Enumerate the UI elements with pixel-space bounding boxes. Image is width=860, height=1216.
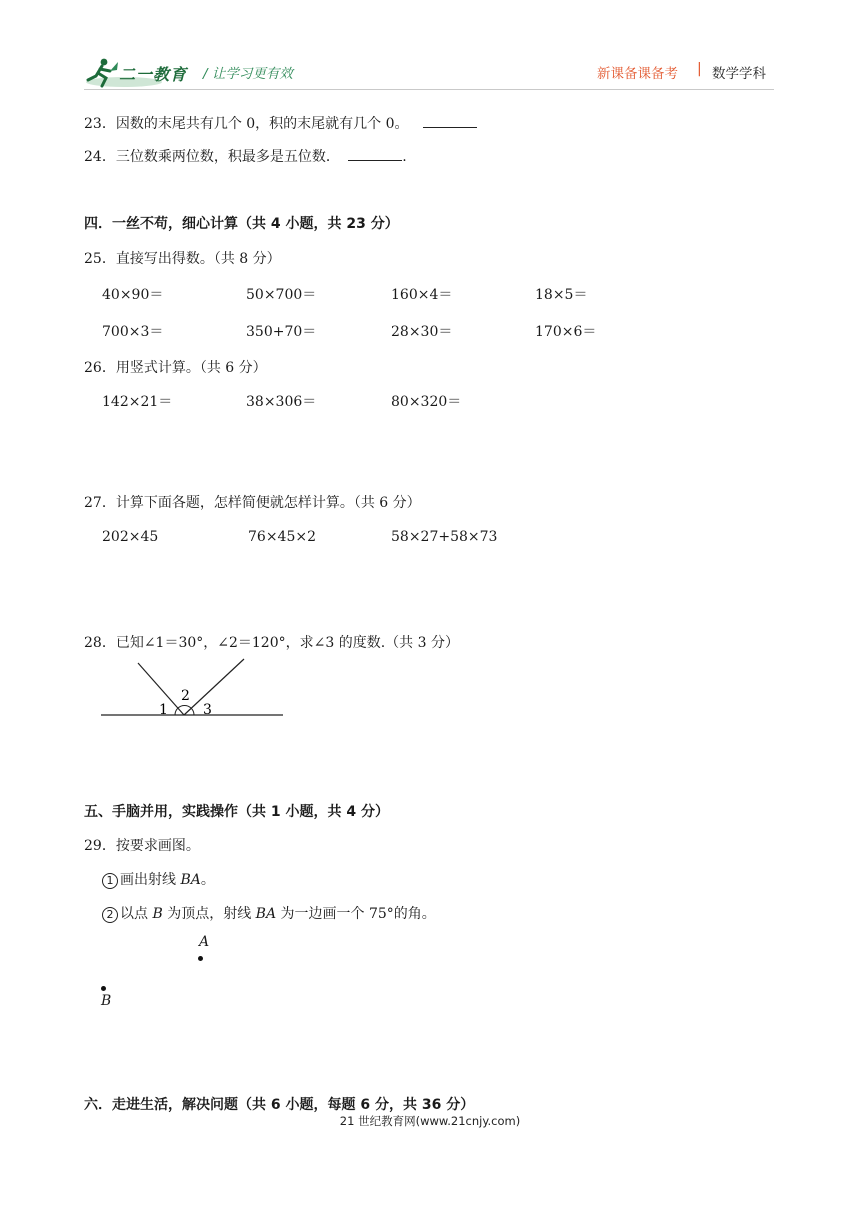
calc-item: 50×700＝ <box>246 287 317 303</box>
question-24-text: 24．三位数乘两位数，积最多是五位数． <box>84 149 340 165</box>
calc-item: 28×30＝ <box>391 324 453 340</box>
point-b-dot[interactable] <box>101 986 106 991</box>
angle-arc <box>175 706 194 716</box>
step-2-text: 为一边画一个 75°的角。 <box>276 906 436 922</box>
point-b-label: B <box>101 993 112 1009</box>
step-1-number: 1 <box>102 873 118 889</box>
step-1-text: 画出射线 <box>120 872 181 888</box>
header-subject: 数学学科 <box>712 66 766 82</box>
calc-item: 160×4＝ <box>391 287 453 303</box>
angle-label-2: 2 <box>181 688 190 704</box>
header-slogan: / 让学习更有效 <box>203 66 293 82</box>
calc-item: 76×45×2 <box>248 529 316 545</box>
step-2-ray: BA <box>255 906 277 922</box>
step-1-ray: BA <box>180 872 201 888</box>
question-24-end: . <box>402 149 407 165</box>
point-a-label: A <box>199 934 210 950</box>
header-separator: | <box>697 61 702 77</box>
step-2-vertex: B <box>152 906 163 922</box>
section-5-title: 五、手脑并用，实践操作（共 1 小题，共 4 分） <box>84 804 389 820</box>
calc-item: 38×306＝ <box>246 394 317 410</box>
question-29-step-2 <box>102 903 436 923</box>
question-25-title: 25．直接写出得数。（共 8 分） <box>84 251 281 267</box>
calc-item: 18×5＝ <box>535 287 588 303</box>
answer-blank-23[interactable] <box>423 113 477 128</box>
question-24 <box>84 146 407 166</box>
angle-label-3: 3 <box>203 702 212 718</box>
header-divider <box>84 89 774 90</box>
logo-text: 二一教育 <box>119 65 188 84</box>
calc-item: 80×320＝ <box>391 394 462 410</box>
step-2-text: 为顶点，射线 <box>162 906 256 922</box>
question-23-text: 23．因数的末尾共有几个 0，积的末尾就有几个 0。 <box>84 116 409 132</box>
angle-label-1: 1 <box>159 702 168 718</box>
step-2-number: 2 <box>102 907 118 923</box>
ray-right <box>184 659 244 715</box>
header-tagline: 新课备课备考 <box>597 66 678 82</box>
step-1-end: 。 <box>200 872 215 888</box>
point-a-dot[interactable] <box>198 956 203 961</box>
calc-item: 40×90＝ <box>102 287 164 303</box>
calc-item: 58×27+58×73 <box>391 529 498 545</box>
calc-item: 202×45 <box>102 529 159 545</box>
question-26-title: 26．用竖式计算。（共 6 分） <box>84 360 267 376</box>
angle-diagram <box>96 656 290 724</box>
question-29-title: 29．按要求画图。 <box>84 838 200 854</box>
calc-item: 170×6＝ <box>535 324 597 340</box>
calc-item: 142×21＝ <box>102 394 173 410</box>
answer-blank-24[interactable] <box>348 146 402 161</box>
calc-item: 350+70＝ <box>246 324 317 340</box>
section-4-title: 四．一丝不苟，细心计算（共 4 小题，共 23 分） <box>84 216 399 232</box>
section-6-title: 六．走进生活，解决问题（共 6 小题，每题 6 分，共 36 分） <box>84 1097 475 1113</box>
question-29-step-1 <box>102 869 215 889</box>
step-2-text: 以点 <box>120 906 153 922</box>
calc-item: 700×3＝ <box>102 324 164 340</box>
question-28-title: 28．已知∠1＝30°，∠2＝120°，求∠3 的度数.（共 3 分） <box>84 635 459 651</box>
question-27-title: 27．计算下面各题，怎样简便就怎样计算。（共 6 分） <box>84 495 421 511</box>
question-23 <box>84 113 477 133</box>
page-footer: 21 世纪教育网(www.21cnjy.com) <box>339 1114 521 1128</box>
